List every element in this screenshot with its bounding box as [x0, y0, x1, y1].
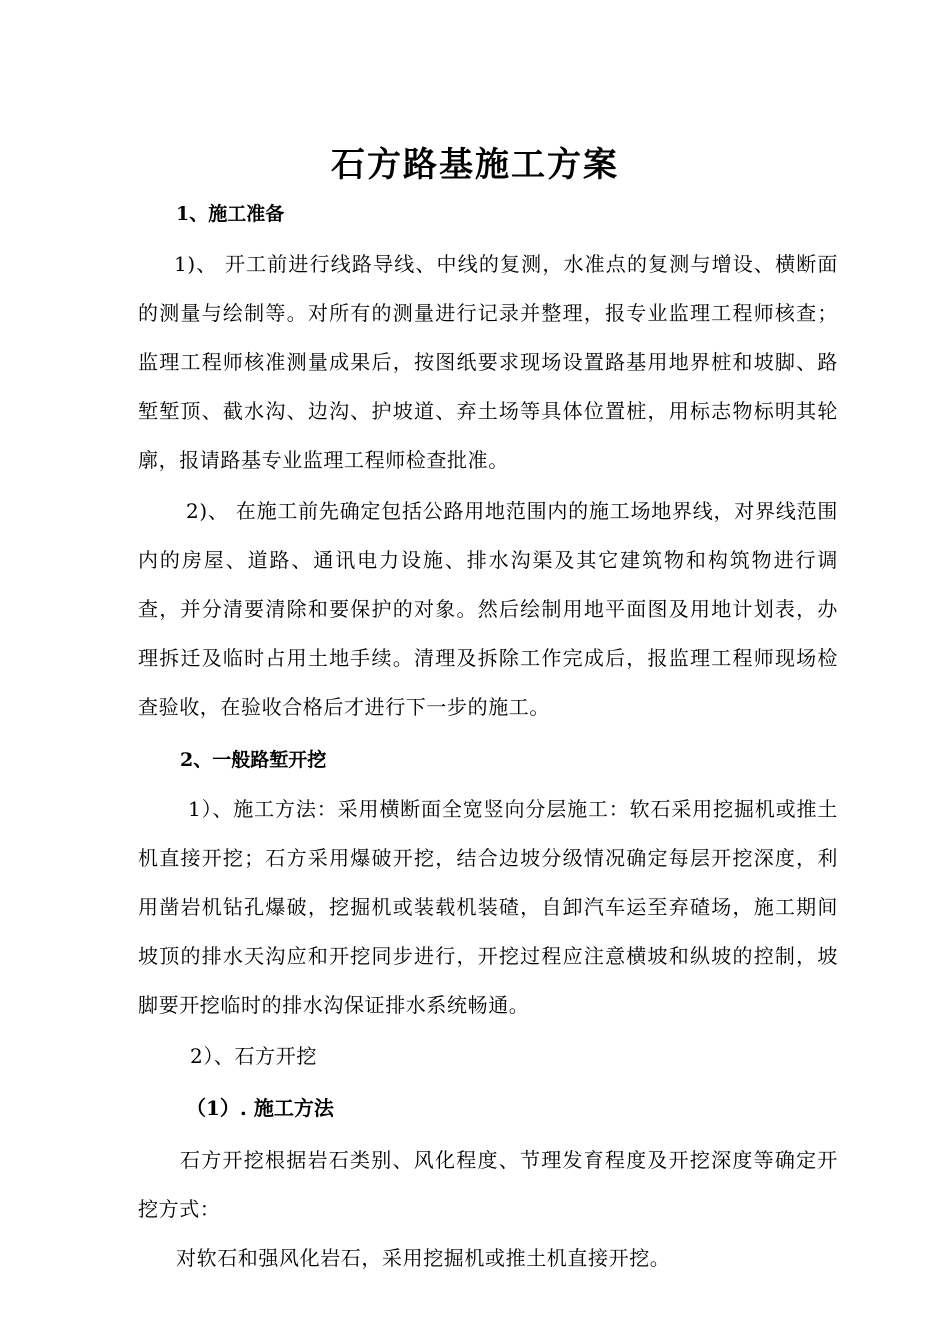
subheading-method: （1）. 施工方法: [186, 1096, 334, 1120]
item-rock-excavation: 2）、石方开挖: [190, 1044, 317, 1068]
paragraph-survey: 1)、 开工前进行线路导线、中线的复测，水准点的复测与增设、横断面的测量与绘制等。对所有的测量进行记录并整理，报专业监理工程师核查；监理工程师核准测量成果后，按图纸要求现场设置路基用地界桩和坡脚、路堑堑顶、截水沟、边沟、护坡道、弃土场等具体位置桩，用标志物标明其轮廓，报请路基专业监理工程师检查批准。: [138, 252, 838, 472]
section-heading-cutting: 2、一般路堑开挖: [180, 749, 327, 771]
section-heading-preparation: 1、施工准备: [176, 203, 285, 225]
paragraph-site-clearance: 2)、 在施工前先确定包括公路用地范围内的施工场地界线，对界线范围内的房屋、道路、通讯电力设施、排水沟渠及其它建筑物和构筑物进行调查，并分清要清除和要保护的对象。然后绘制用地平面图及用地计划表，办理拆迁及临时占用土地手续。清理及拆除工作完成后，报监理工程师现场检查验收，在验收合格后才进行下一步的施工。: [138, 499, 838, 719]
paragraph-construction-method: 1）、施工方法：采用横断面全宽竖向分层施工：软石采用挖掘机或推土机直接开挖；石方采用爆破开挖，结合边坡分级情况确定每层开挖深度，利用凿岩机钻孔爆破，挖掘机或装载机装碴，自卸汽车运至弃碴场，施工期间坡顶的排水天沟应和开挖同步进行，开挖过程应注意横坡和纵坡的控制，坡脚要开挖临时的排水沟保证排水系统畅通。: [138, 797, 838, 1017]
paragraph-soft-rock: 对软石和强风化岩石，采用挖掘机或推土机直接开挖。: [176, 1246, 671, 1270]
document-title: 石方路基施工方案: [331, 145, 619, 185]
paragraph-excavation-mode: 石方开挖根据岩石类别、风化程度、节理发育程度及开挖深度等确定开挖方式：: [138, 1148, 838, 1221]
